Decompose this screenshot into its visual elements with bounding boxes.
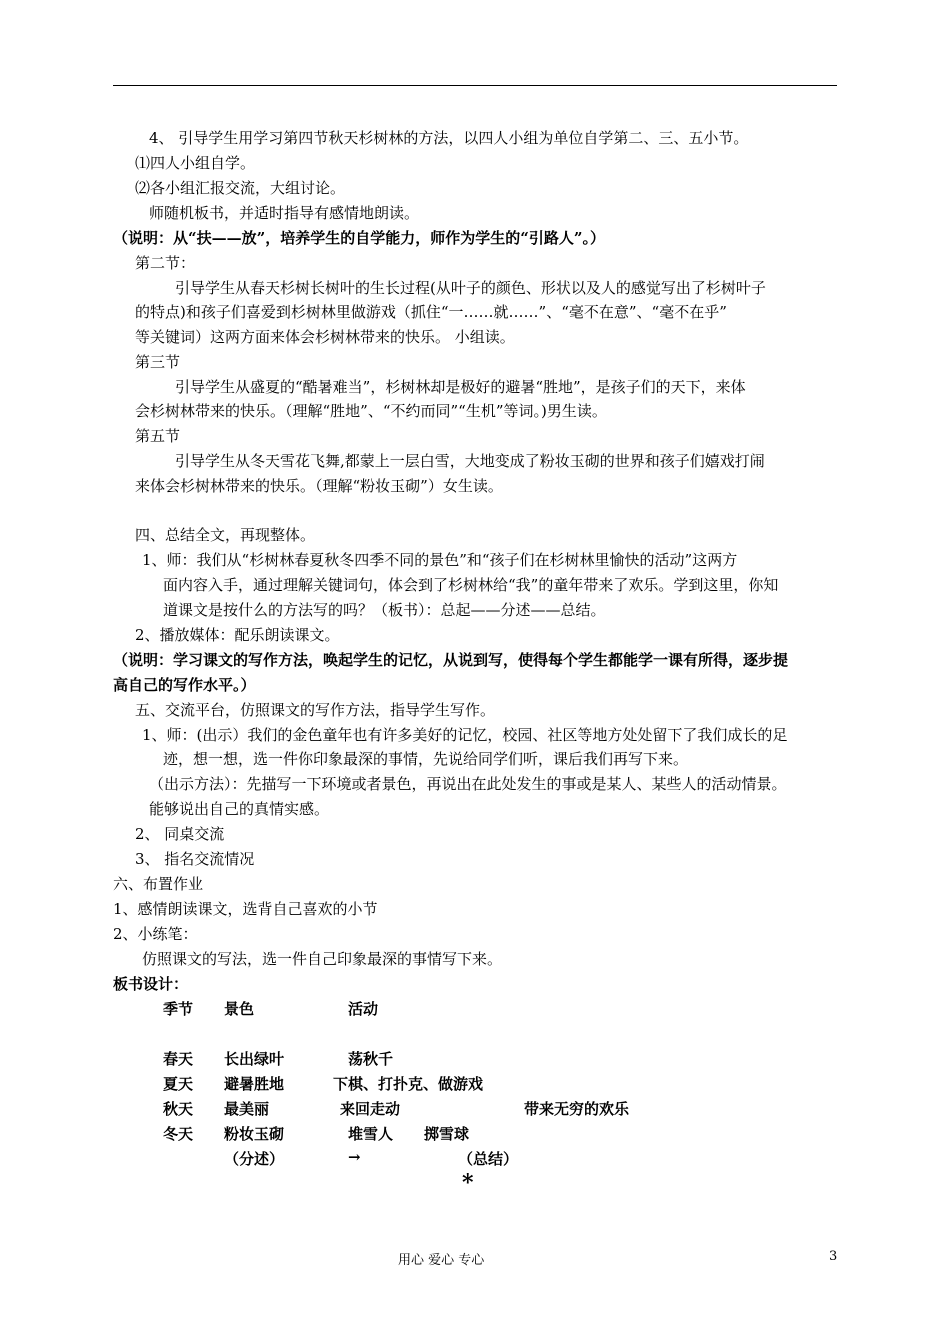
paragraph-line: 2、播放媒体：配乐朗读课文。 <box>135 626 340 644</box>
board-season: 秋天 <box>163 1100 194 1118</box>
paragraph-line: 4、 引导学生用学习第四节秋天杉树林的方法，以四人小组为单位自学第二、三、五小节。 <box>149 129 749 147</box>
paragraph-line: 3、 指名交流情况 <box>135 850 255 868</box>
note-line: （说明：学习课文的写作方法，唤起学生的记忆，从说到写，使得每个学生都能学一课有所得，逐步提 <box>113 651 789 669</box>
board-activity: 荡秋千 <box>348 1050 394 1068</box>
paragraph-line: 1、感情朗读课文，选背自己喜欢的小节 <box>113 900 378 918</box>
board-activity-extra: 掷雪球 <box>424 1125 470 1143</box>
board-scene: 避暑胜地 <box>224 1075 285 1093</box>
board-scene: 长出绿叶 <box>224 1050 285 1068</box>
section-heading: 六、布置作业 <box>113 875 204 893</box>
board-scene: 粉妆玉砌 <box>224 1125 285 1143</box>
page-number: 3 <box>829 1249 838 1264</box>
paragraph-line: 来体会杉树林带来的快乐。（理解“粉妆玉砌”）女生读。 <box>135 477 503 495</box>
note-line: 高自己的写作水平。） <box>113 676 256 694</box>
paragraph-line: 1、师：我们从“杉树林春夏秋冬四季不同的景色”和“孩子们在杉树林里愉快的活动”这两方 <box>142 551 738 569</box>
paragraph-line: 会杉树林带来的快乐。（理解“胜地”、“不约而同”“生机”等词。)男生读。 <box>135 402 607 420</box>
board-season: 春天 <box>163 1050 194 1068</box>
paragraph-line: 仿照课文的写法，选一件自己印象最深的事情写下来。 <box>142 950 503 968</box>
paragraph-line: 引导学生从冬天雪花飞舞,都蒙上一层白雪，大地变成了粉妆玉砌的世界和孩子们嬉戏打闹 <box>175 452 765 470</box>
section-heading: 第二节： <box>135 254 196 272</box>
board-season: 夏天 <box>163 1075 194 1093</box>
paragraph-line: 能够说出自己的真情实感。 <box>149 800 330 818</box>
paragraph-line: 的特点)和孩子们喜爱到杉树林里做游戏（抓住“一……就……”、“毫不在意”、“毫不在乎” <box>135 303 727 321</box>
paragraph-line: 师随机板书，并适时指导有感情地朗读。 <box>149 204 420 222</box>
paragraph-line: 面内容入手，通过理解关键词句，体会到了杉树林给“我”的童年带来了欢乐。学到这里，你知 <box>163 576 779 594</box>
board-header-scene: 景色 <box>224 1000 255 1018</box>
note-line: （说明：从“扶——放”，培养学生的自学能力，师作为学生的“引路人”。） <box>113 229 606 247</box>
paragraph-line: ⑵各小组汇报交流，大组讨论。 <box>135 179 346 197</box>
board-activity: 堆雪人 <box>348 1125 394 1143</box>
header-rule <box>113 85 837 86</box>
paragraph-line: 迹，想一想，选一件你印象最深的事情，先说给同学们听，课后我们再写下来。 <box>163 750 689 768</box>
star-icon: * <box>462 1170 474 1196</box>
board-label-detail: （分述） <box>224 1150 285 1168</box>
arrow-icon: → <box>348 1148 361 1166</box>
paragraph-line: （出示方法）：先描写一下环境或者景色，再说出在此处发生的事或是某人、某些人的活动情景。 <box>149 775 787 793</box>
board-label-total: （总结） <box>458 1150 519 1168</box>
board-activity: 来回走动 <box>340 1100 401 1118</box>
section-heading: 五、交流平台，仿照课文的写作方法，指导学生写作。 <box>135 701 496 719</box>
board-design-heading: 板书设计： <box>113 975 189 993</box>
paragraph-line: 引导学生从盛夏的“酷暑难当”，杉树林却是极好的避暑“胜地”，是孩子们的天下，来体 <box>175 378 746 396</box>
board-header-activity: 活动 <box>348 1000 379 1018</box>
paragraph-line: 2、 同桌交流 <box>135 825 225 843</box>
paragraph-line: 等关键词）这两方面来体会杉树林带来的快乐。 小组读。 <box>135 328 515 346</box>
section-heading: 第三节 <box>135 353 181 371</box>
footer-motto: 用心 爱心 专心 <box>398 1253 485 1268</box>
board-summary: 带来无穷的欢乐 <box>524 1100 630 1118</box>
section-heading: 四、总结全文，再现整体。 <box>135 526 316 544</box>
paragraph-line: 2、小练笔： <box>113 925 198 943</box>
paragraph-line: 道课文是按什么的方法写的吗？（板书）：总起——分述——总结。 <box>163 601 606 619</box>
paragraph-line: 引导学生从春天杉树长树叶的生长过程(从叶子的颜色、形状以及人的感觉写出了杉树叶子 <box>175 279 766 297</box>
board-season: 冬天 <box>163 1125 194 1143</box>
board-header-season: 季节 <box>163 1000 194 1018</box>
paragraph-line: ⑴四人小组自学。 <box>135 154 256 172</box>
section-heading: 第五节 <box>135 427 181 445</box>
paragraph-line: 1、师：(出示）我们的金色童年也有许多美好的记忆，校园、社区等地方处处留下了我们成长的足 <box>142 726 788 744</box>
board-activity: 下棋、打扑克、做游戏 <box>333 1075 484 1093</box>
board-scene: 最美丽 <box>224 1100 270 1118</box>
